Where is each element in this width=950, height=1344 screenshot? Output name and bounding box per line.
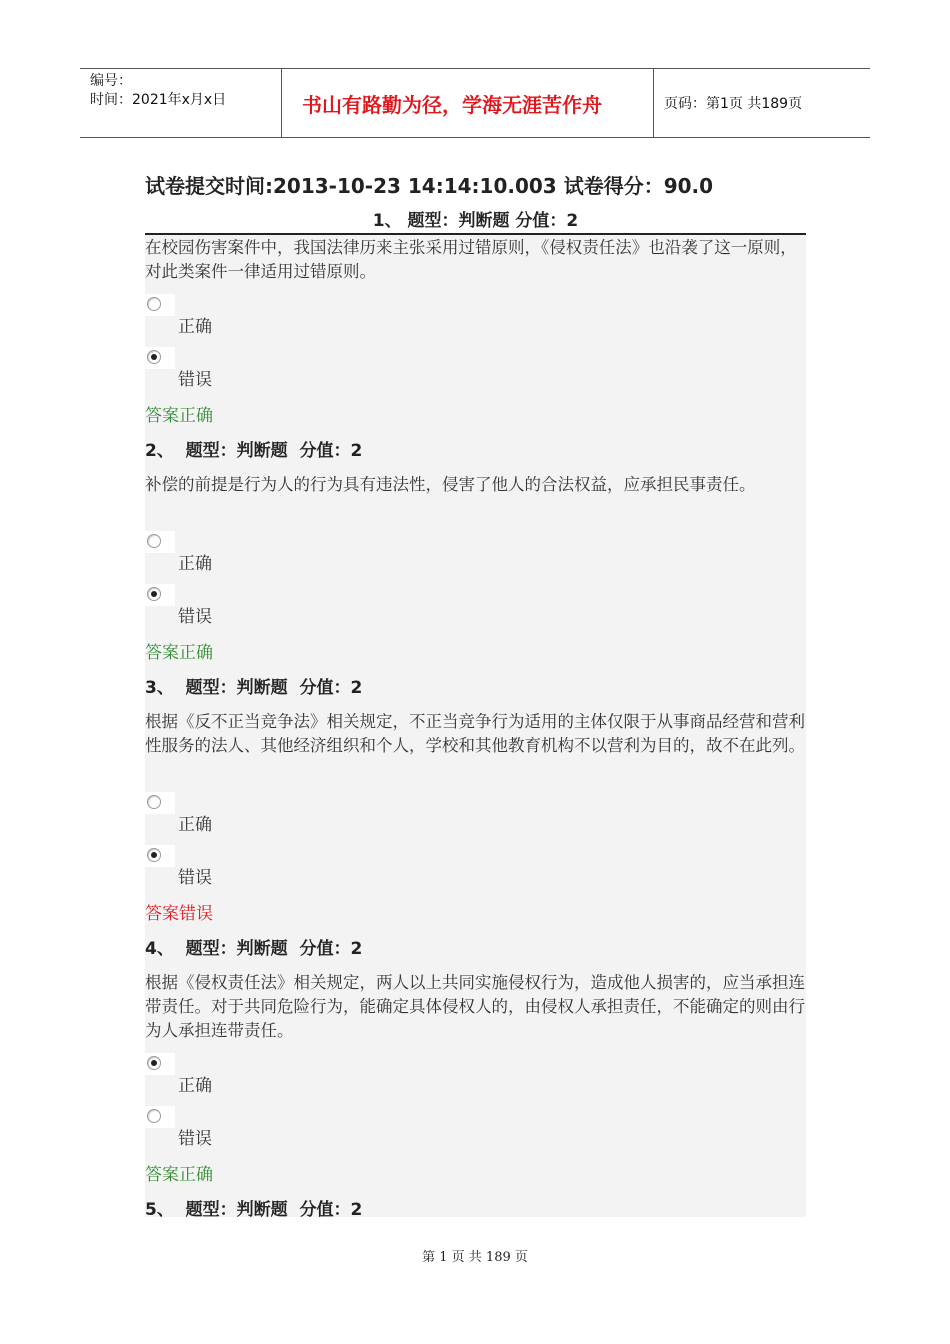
question-4-option-correct-radio[interactable] (145, 1053, 175, 1075)
radio-checked-icon (147, 848, 161, 862)
radio-unchecked-icon (147, 795, 161, 809)
document-header (80, 68, 870, 138)
question-1-option-correct-radio[interactable] (145, 294, 175, 316)
radio-unchecked-icon (147, 534, 161, 548)
time-label: 时间：2021年x月x日 (90, 92, 227, 108)
question-4-text: 根据《侵权责任法》相关规定，两人以上共同实施侵权行为，造成他人损害的，应当承担连带责任。对于共同危险行为，能确定具体侵权人的，由侵权人承担责任，不能确定的则由行为人承担连带责任。 (145, 973, 805, 1040)
question-3-result: 答案错误 (145, 904, 213, 924)
question-3-option-wrong-label: 错误 (178, 868, 212, 888)
header-motto: 书山有路勤为径，学海无涯苦作舟 (282, 69, 654, 137)
question-3-header: 3、 题型：判断题 分值：2 (145, 678, 363, 698)
question-3-option-correct-radio[interactable] (145, 792, 175, 814)
radio-unchecked-icon (147, 1109, 161, 1123)
question-4-option-correct-label: 正确 (178, 1076, 212, 1096)
radio-checked-icon (147, 587, 161, 601)
question-5-header: 5、 题型：判断题 分值：2 (145, 1200, 363, 1220)
radio-checked-icon (147, 1056, 161, 1070)
question-4-option-wrong-radio[interactable] (145, 1106, 175, 1128)
question-2-result: 答案正确 (145, 643, 213, 663)
question-2-text: 补偿的前提是行为人的行为具有违法性，侵害了他人的合法权益，应承担民事责任。 (145, 475, 756, 494)
question-1-header: 1、 题型：判断题 分值：2 (145, 206, 806, 235)
question-3-text: 根据《反不正当竞争法》相关规定，不正当竞争行为适用的主体仅限于从事商品经营和营利性服务的法人、其他经济组织和个人，学校和其他教育机构不以营利为目的，故不在此列。 (145, 712, 805, 755)
header-page-info: 页码：第1页 共189页 (664, 96, 803, 112)
page-footer: 第 1 页 共 189 页 (422, 1250, 528, 1265)
question-1-text: 在校园伤害案件中，我国法律历来主张采用过错原则，《侵权责任法》也沿袭了这一原则，对此类案件一律适用过错原则。 (145, 238, 797, 281)
number-label: 编号： (90, 73, 132, 89)
question-3-option-wrong-radio[interactable] (145, 845, 175, 867)
question-2-option-wrong-label: 错误 (178, 607, 212, 627)
question-4-option-wrong-label: 错误 (178, 1129, 212, 1149)
question-1-option-wrong-label: 错误 (178, 370, 212, 390)
question-4-result: 答案正确 (145, 1165, 213, 1185)
question-2-option-correct-radio[interactable] (145, 531, 175, 553)
question-2-option-wrong-radio[interactable] (145, 584, 175, 606)
question-3-option-correct-label: 正确 (178, 815, 212, 835)
radio-checked-icon (147, 350, 161, 364)
question-2-header: 2、 题型：判断题 分值：2 (145, 441, 363, 461)
header-meta (80, 69, 282, 137)
question-4-header: 4、 题型：判断题 分值：2 (145, 939, 363, 959)
question-1-option-correct-label: 正确 (178, 317, 212, 337)
radio-unchecked-icon (147, 297, 161, 311)
exam-submit-line: 试卷提交时间:2013-10-23 14:14:10.003 试卷得分：90.0 (145, 174, 714, 198)
question-1-result: 答案正确 (145, 406, 213, 426)
question-1-option-wrong-radio[interactable] (145, 347, 175, 369)
question-2-option-correct-label: 正确 (178, 554, 212, 574)
